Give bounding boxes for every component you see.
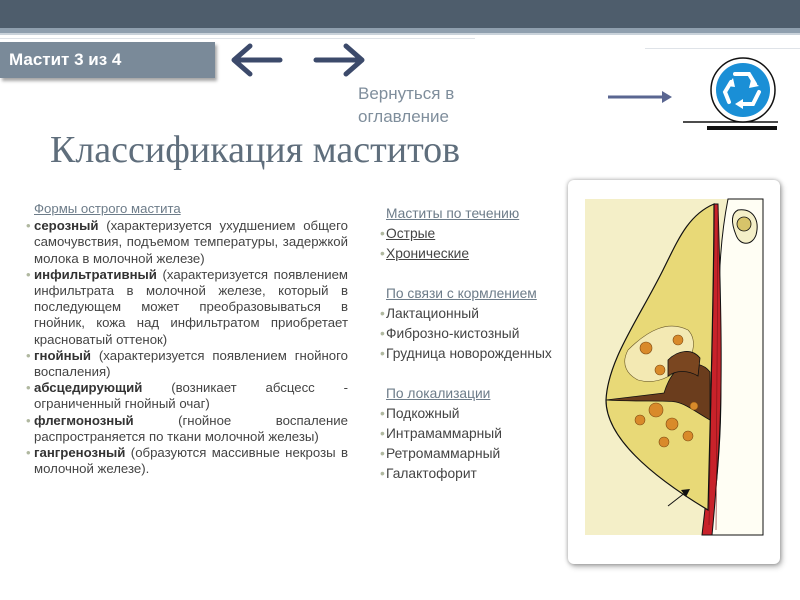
- list-item: • Ретромаммарный: [380, 444, 570, 464]
- top-stripe-light: [0, 33, 800, 35]
- spacer: [380, 364, 570, 384]
- slide-label: Мастит 3 из 4: [0, 42, 215, 78]
- page-title: Классификация маститов: [50, 129, 461, 171]
- list-item: • гнойный (характеризуется появлением гнойного воспаления): [27, 348, 348, 380]
- divider-line: [645, 48, 800, 49]
- list-item: • Подкожный: [380, 404, 570, 424]
- back-to-contents-link[interactable]: Вернуться в оглавление: [358, 84, 455, 126]
- acute-forms-list: [27, 201, 348, 477]
- list-item: • Фиброзно-кистозный: [380, 324, 570, 344]
- list-item: • Острые: [380, 224, 570, 244]
- section-heading: По локализации: [386, 386, 491, 401]
- recycle-icon[interactable]: [683, 52, 793, 132]
- section-heading: Маститы по течению: [386, 206, 520, 221]
- right-arrow-icon[interactable]: [606, 88, 674, 106]
- list-item: • серозный (характеризуется ухудшением общего самочувствия, подъемом температуры, задержкой молока в молочной железе): [27, 218, 348, 267]
- list-item: • Галактофорит: [380, 464, 570, 484]
- list-item: • Хронические: [380, 244, 570, 264]
- list-item: • Лактационный: [380, 304, 570, 324]
- illustration-frame: [568, 180, 780, 564]
- breast-cross-section-illustration: [568, 180, 780, 564]
- section-heading: Формы острого мастита: [34, 201, 181, 216]
- left-arrow-icon[interactable]: [228, 43, 284, 77]
- divider-line: [0, 38, 475, 39]
- list-item: • гангренозный (образуются массивные некрозы в молочной железе).: [27, 445, 348, 477]
- list-item: • абсцедирующий (возникает абсцесс - ограниченный гнойный очаг): [27, 380, 348, 412]
- right-arrow-icon[interactable]: [312, 43, 368, 77]
- list-item: • Грудница новорожденных: [380, 344, 570, 364]
- classification-list: [380, 204, 570, 484]
- list-item: • Интрамаммарный: [380, 424, 570, 444]
- list-item: • инфильтративный (характеризуется появлением инфильтрата в молочной железе, который в последующем может преобразовываться в гнойник, кожа над инфильтратом приобретает красноватый оттенок): [27, 267, 348, 348]
- section-heading: По связи с кормлением: [386, 286, 537, 301]
- top-bar: [0, 0, 800, 28]
- spacer: [380, 264, 570, 284]
- list-item: • флегмонозный (гнойное воспаление распространяется по ткани молочной железы): [27, 413, 348, 445]
